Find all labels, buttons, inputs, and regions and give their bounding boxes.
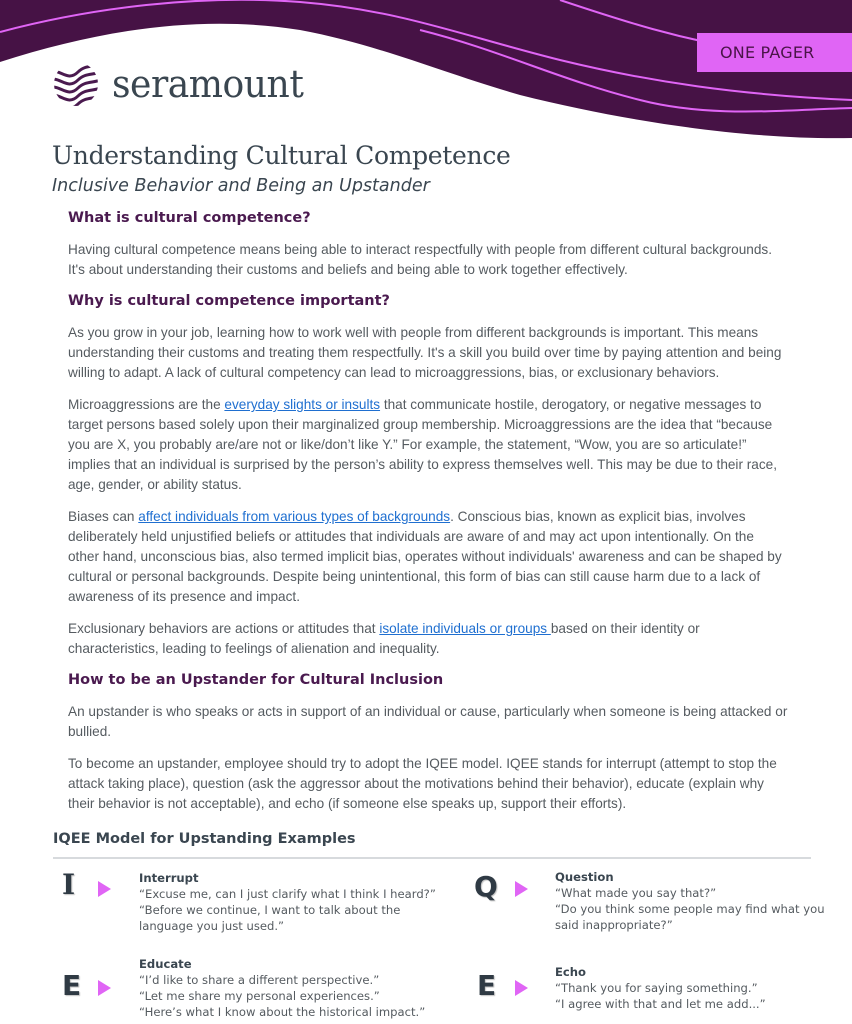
iqee-example: “I’d like to share a different perspective.” <box>139 973 380 987</box>
page-subtitle: Inclusive Behavior and Being an Upstander <box>52 176 430 196</box>
paragraph: An upstander is who speaks or acts in support of an individual or cause, particularly when someone is being attacked or bullied. <box>68 704 788 739</box>
paragraph-biases: Biases can affect individuals from various types of backgrounds. Conscious bias, known as explicit bias, involves deliberately held unjustified beliefs or attitudes that individuals are aware of and may act upon intentionally. On the other hand, unconscious bias, also termed implicit bias, operates without individuals' awareness and can be shaped by cultural or personal backgrounds. Despite being unintentional, this form of bias can still cause harm due to a lack of awareness of its presence and impact. <box>68 509 782 604</box>
link-affect-individuals[interactable]: affect individuals from various types of backgrounds <box>138 509 451 524</box>
letter-e-icon: E <box>477 969 497 1002</box>
logo-wordmark: seramount <box>112 62 304 106</box>
paragraph: To become an upstander, employee should try to adopt the IQEE model. IQEE stands for interrupt (attempt to stop the attack taking place), question (ask the aggressor about the motivations behind their behavior), educate (explain why their behavior is not acceptable), and echo (if someone else speaks up, support their efforts). <box>68 756 777 811</box>
iqee-example: “Thank you for saying something.” <box>555 981 758 995</box>
iqee-example: “Let me share my personal experiences.” <box>139 989 380 1003</box>
one-pager-badge: ONE PAGER <box>697 33 852 72</box>
paragraph-microaggressions: Microaggressions are the everyday slights or insults that communicate hostile, derogatory, or negative messages to target persons based solely upon their marginalized group membership. Microaggressions are the idea that “because you are X, you probably are/are not or like/don’t like Y.” For example, the statement, “Wow, you are so articulate!” implies that an individual is surprised by the person’s ability to express themselves well. This may be due to their race, age, gender, or ability status. <box>68 397 777 492</box>
play-arrow-icon <box>515 980 528 996</box>
section-heading-upstander: How to be an Upstander for Cultural Inclusion <box>68 672 444 688</box>
divider <box>53 857 811 859</box>
play-arrow-icon <box>98 980 111 996</box>
iqee-example: “Before we continue, I want to talk about the language you just used.” <box>139 903 401 933</box>
seramount-logo <box>52 60 313 108</box>
paragraph-exclusionary: Exclusionary behaviors are actions or attitudes that isolate individuals or groups based on their identity or characteristics, leading to feelings of alienation and inequality. <box>68 621 700 656</box>
iqee-label: Educate <box>139 957 192 971</box>
play-arrow-icon <box>98 881 111 897</box>
section-heading-why: Why is cultural competence important? <box>68 293 390 309</box>
paragraph: Having cultural competence means being able to interact respectfully with people from different cultural backgrounds. It's about understanding their customs and beliefs and being able to work together effectively. <box>68 242 772 277</box>
iqee-label: Interrupt <box>139 871 199 885</box>
iqee-example: “What made you say that?” <box>555 886 717 900</box>
iqee-section-title: IQEE Model for Upstanding Examples <box>53 831 356 847</box>
main-content <box>68 208 788 814</box>
iqee-example: “Here’s what I know about the historical impact.” <box>139 1005 426 1019</box>
section-heading-what: What is cultural competence? <box>68 210 311 226</box>
iqee-example: “Excuse me, can I just clarify what I think I heard?” <box>139 887 436 901</box>
iqee-example: “I agree with that and let me add...” <box>555 997 766 1011</box>
iqee-example: “Do you think some people may find what you said inappropriate?” <box>555 902 825 932</box>
page-title: Understanding Cultural Competence <box>52 141 511 170</box>
letter-i-icon: I <box>62 868 76 901</box>
link-isolate-individuals[interactable]: isolate individuals or groups <box>379 621 551 636</box>
link-everyday-slights[interactable]: everyday slights or insults <box>224 397 381 412</box>
letter-q-icon: Q <box>474 870 498 903</box>
iqee-label: Question <box>555 870 614 884</box>
paragraph: As you grow in your job, learning how to work well with people from different backgrounds is important. This means understanding their customs and treating them respectfully. It's a skill you build over time by paying attention and being willing to adapt. A lack of cultural competency can lead to microaggressions, bias, or exclusionary behaviors. <box>68 325 782 380</box>
iqee-label: Echo <box>555 965 587 979</box>
seramount-wave-logo-icon <box>52 60 100 108</box>
play-arrow-icon <box>515 881 528 897</box>
letter-e-icon: E <box>62 969 82 1002</box>
